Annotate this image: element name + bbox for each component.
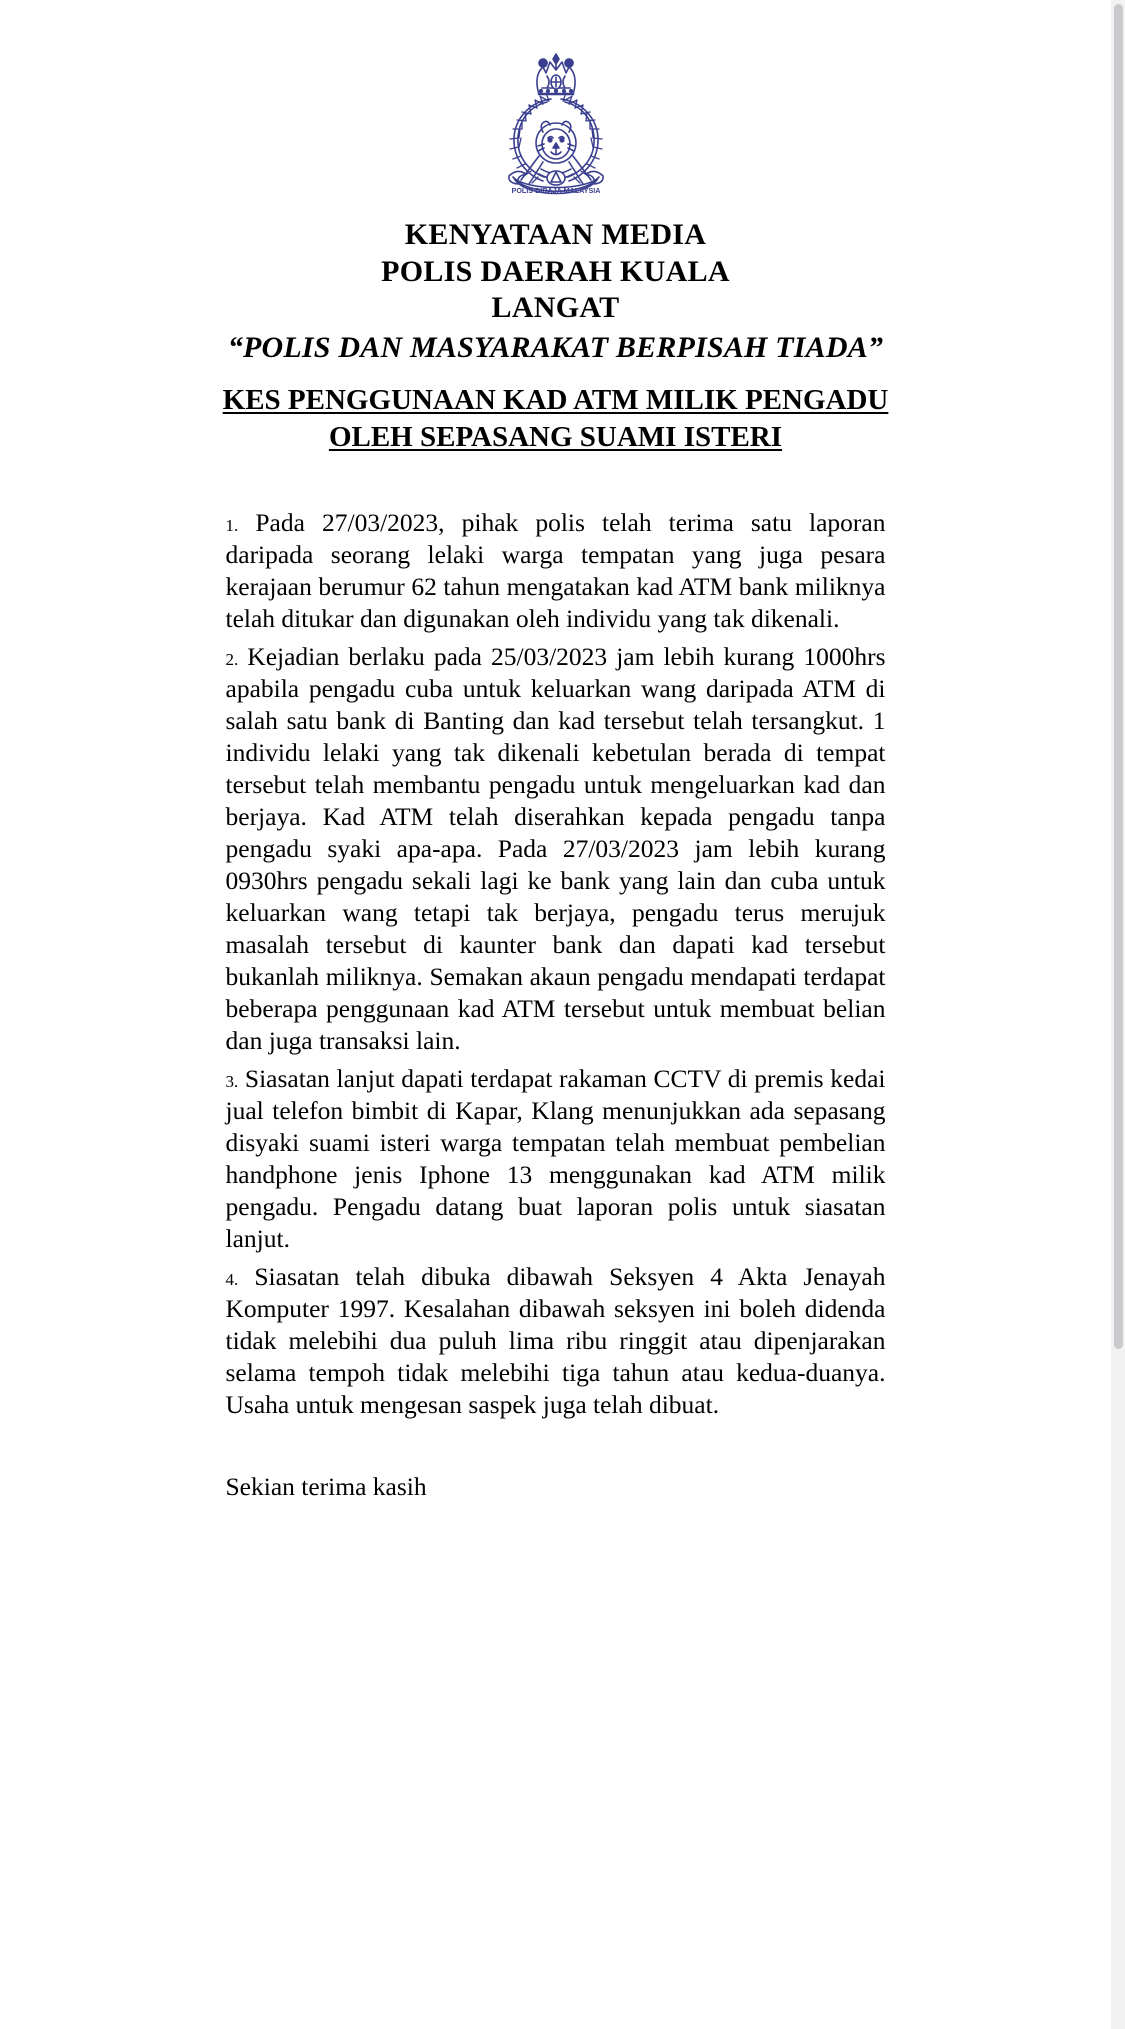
paragraph-3 <box>226 1063 886 1255</box>
paragraph-4 <box>226 1261 886 1421</box>
heading-subject-line-1: KES PENGGUNAAN KAD ATM MILIK PENGADU <box>222 384 889 417</box>
paragraph-2-number: 2. <box>225 650 239 670</box>
heading-line-2: POLIS DAERAH KUALA <box>381 254 730 288</box>
paragraph-1-number: 1. <box>225 516 239 536</box>
crest-banner-text: POLIS DIRAJA MALAYSIA <box>511 186 600 195</box>
paragraph-1 <box>226 507 886 635</box>
paragraph-3-number: 3. <box>225 1072 239 1092</box>
document-body <box>226 507 886 1503</box>
paragraph-3-text: Siasatan lanjut dapati terdapat rakaman CCTV di premis kedai jual telefon bimbit di Kapar, Klang menunjukkan ada sepasang disyaki suami isteri warga tempatan telah membuat pembelian handphone jenis Iphone 13 menggunakan kad ATM milik pengadu. Pengadu datang buat laporan polis untuk siasatan lanjut. <box>225 1064 886 1254</box>
paragraph-1-text: Pada 27/03/2023, pihak polis telah terima satu laporan daripada seorang lelaki warga tempatan yang juga pesara kerajaan berumur 62 tahun mengatakan kad ATM bank miliknya telah ditukar dan digunakan oleh individu yang tak dikenali. <box>225 508 886 634</box>
scrollbar-thumb[interactable] <box>1114 4 1123 1349</box>
closing-text: Sekian terima kasih <box>225 1472 427 1502</box>
paragraph-4-text: Siasatan telah dibuka dibawah Seksyen 4 Akta Jenayah Komputer 1997. Kesalahan dibawah seksyen ini boleh didenda tidak melebihi dua puluh lima ribu ringgit atau dipenjarakan selama tempoh tidak melebihi tiga tahun atau kedua-duanya. Usaha untuk mengesan saspek juga telah dibuat. <box>225 1262 886 1420</box>
crest-container <box>0 0 1111 201</box>
document-heading <box>0 217 1111 455</box>
heading-line-3: LANGAT <box>491 291 620 325</box>
heading-subject <box>0 382 1111 455</box>
pdrm-crest-icon <box>481 44 631 196</box>
heading-subject-line-2: OLEH SEPASANG SUAMI ISTERI <box>328 420 783 453</box>
paragraph-2 <box>226 641 886 1057</box>
heading-line-1: KENYATAAN MEDIA <box>404 218 707 251</box>
paragraph-2-text: Kejadian berlaku pada 25/03/2023 jam lebih kurang 1000hrs apabila pengadu cuba untuk keluarkan wang daripada ATM di salah satu bank di Banting dan kad tersebut telah tersangkut. 1 individu lelaki yang tak dikenali kebetulan berada di tempat tersebut telah membantu pengadu untuk mengeluarkan kad dan berjaya. Kad ATM telah diserahkan kepada pengadu tanpa pengadu syaki apa-apa. Pada 27/03/2023 jam lebih kurang 0930hrs pengadu sekali lagi ke bank yang lain dan cuba untuk keluarkan wang tetapi tak berjaya, pengadu terus merujuk masalah tersebut di kaunter bank dan dapati kad tersebut bukanlah miliknya. Semakan akaun pengadu mendapati terdapat beberapa penggunaan kad ATM tersebut untuk membuat belian dan juga transaksi lain. <box>225 642 886 1056</box>
paragraph-4-number: 4. <box>225 1270 239 1290</box>
scrollbar-track[interactable] <box>1111 0 1125 2029</box>
heading-motto: “POLIS DAN MASYARAKAT BERPISAH TIADA” <box>227 330 884 364</box>
